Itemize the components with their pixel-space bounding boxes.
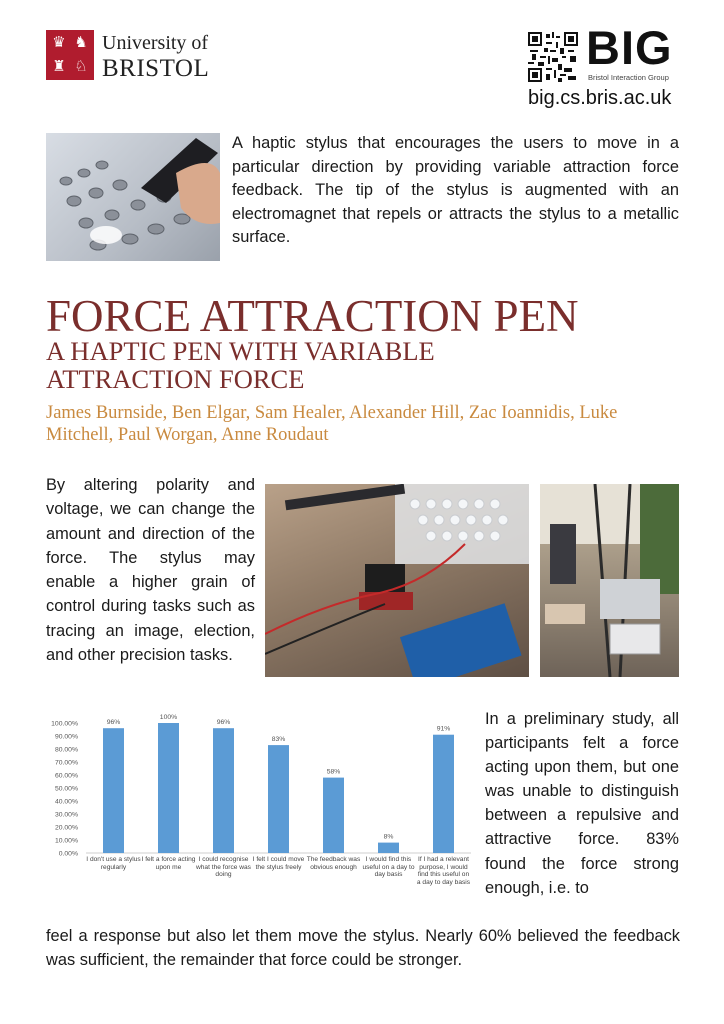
x-category-label: I would find this useful on a day to day basis — [362, 856, 415, 879]
poster-subtitle: A HAPTIC PEN WITH VARIABLE ATTRACTION FORCE — [46, 336, 435, 394]
chart-bar — [323, 778, 344, 853]
x-category-label: I could recognise what the force was doing — [196, 856, 251, 879]
y-tick-label: 80.00% — [54, 746, 78, 754]
x-category-label: I felt a force acting upon me — [141, 856, 196, 871]
chart-bar — [378, 843, 399, 853]
circuit-photo — [265, 484, 529, 677]
big-subtitle: Bristol Interaction Group — [588, 73, 669, 82]
site-url: big.cs.bris.ac.uk — [528, 87, 672, 109]
x-category-label: The feedback was obvious enough — [306, 856, 361, 871]
y-tick-label: 40.00% — [54, 798, 78, 806]
intro-paragraph: A haptic stylus that encourages the users to move in a particular direction by providing variable attraction force feedback. The tip of the stylus is augmented with an electromagnet that repels or attracts the stylus to a metallic surface. — [232, 134, 679, 246]
university-of-bristol-logo — [46, 28, 236, 84]
bar-data-label: 58% — [326, 768, 341, 776]
y-tick-label: 60.00% — [54, 772, 78, 780]
author-list: James Burnside, Ben Elgar, Sam Healer, Alexander Hill, Zac Ioannidis, Luke Mitchell, Paul Worgan, Anne Roudaut — [46, 403, 618, 445]
x-category-label: If I had a relevant purpose, I would find this useful on a day to day basis — [416, 856, 471, 886]
x-category-label: I felt I could move the stylus freely — [252, 856, 305, 871]
bar-data-label: 83% — [271, 736, 286, 744]
chart-bar — [433, 735, 454, 853]
chart-bar — [213, 728, 234, 853]
bar-data-label: 100% — [159, 714, 178, 721]
y-tick-label: 20.00% — [54, 824, 78, 832]
chart-bar — [268, 745, 289, 853]
poster-title: FORCE ATTRACTION PEN — [46, 291, 579, 341]
description-paragraph: By altering polarity and voltage, we can change the amount and direction of the force. The stylus may enable a higher grain of control during tasks such as tracing an image, election, and other precision tasks. — [46, 476, 255, 665]
study-paragraph: In a preliminary study, all participants felt a force acting upon them, but one was unable to distinguish between a repulsive and attractive force. 83% found the force strong enough, i.e. to — [485, 710, 679, 897]
y-tick-label: 100.00% — [51, 720, 78, 728]
chart-bar — [103, 728, 124, 853]
user-study-photo — [540, 484, 679, 677]
y-tick-label: 30.00% — [54, 811, 78, 819]
chart-bar — [158, 723, 179, 853]
bar-data-label: 96% — [106, 719, 121, 727]
y-tick-label: 0.00% — [58, 850, 78, 858]
bar-data-label: 96% — [216, 719, 231, 727]
bristol-crest-icon: ♛ ♞ ♜ ♘ — [46, 30, 94, 80]
study-paragraph-continued: feel a response but also let them move the stylus. Nearly 60% believed the feedback was sufficient, the remainder that force could be stronger. — [46, 927, 680, 970]
y-tick-label: 70.00% — [54, 759, 78, 767]
big-logo-text: BIG — [586, 21, 673, 74]
y-tick-label: 90.00% — [54, 733, 78, 741]
qr-code-icon — [528, 32, 578, 82]
chart-category-axis — [46, 856, 476, 916]
university-line1: University of — [102, 32, 209, 54]
x-category-label: I don't use a stylus regularly — [86, 856, 141, 871]
stylus-photo — [46, 133, 220, 261]
bar-data-label: 91% — [436, 725, 451, 733]
y-tick-label: 10.00% — [54, 837, 78, 845]
y-tick-label: 50.00% — [54, 785, 78, 793]
bar-data-label: 8% — [383, 833, 394, 841]
university-line2: BRISTOL — [102, 55, 210, 82]
